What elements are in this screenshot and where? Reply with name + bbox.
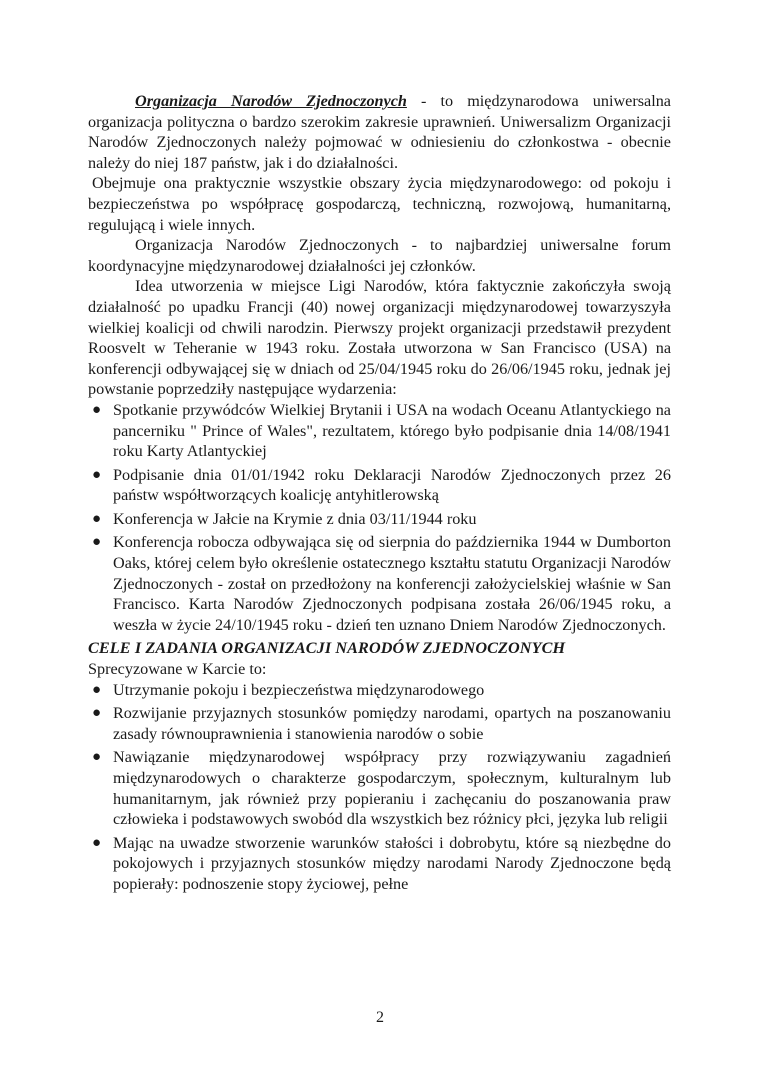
section-heading: CELE I ZADANIA ORGANIZACJI NARODÓW ZJEDNOCZONYCH: [88, 639, 566, 658]
document-page: [88, 91, 671, 898]
goals-list: [88, 680, 671, 895]
list-item: ● Podpisanie dnia 01/01/1942 roku Deklaracji Narodów Zjednoczonych przez 26 państw współtworzących koalicję antyhitlerowską: [92, 465, 671, 505]
bullet-icon: ●: [92, 749, 102, 766]
list-item: ● Spotkanie przywódców Wielkiej Brytanii i USA na wodach Oceanu Atlantyckiego na pancerniku " Prince of Wales", rezultatem, którego było podpisanie dnia 14/08/1941 roku Karty Atlantyckiej: [92, 400, 671, 461]
bullet-icon: ●: [92, 834, 102, 851]
forum-paragraph: Organizacja Narodów Zjednoczonych - to najbardziej uniwersalne forum koordynacyjne międzynarodowej działalności jej członków.: [88, 236, 671, 275]
intro-paragraph: [88, 91, 671, 173]
bullet-icon: ●: [92, 681, 102, 698]
list-item: ● Konferencja w Jałcie na Krymie z dnia 03/11/1944 roku: [92, 509, 477, 528]
page-number: 2: [376, 1009, 384, 1026]
list-item: ● Mając na uwadze stworzenie warunków stałości i dobrobytu, które są niezbędne do pokojowych i przyjaznych stosunków między narodami Narody Zjednoczone będą popierały: podnoszenie stopy życiowej, pełne: [92, 833, 671, 893]
scope-paragraph: Obejmuje ona praktycznie wszystkie obszary życia międzynarodowego: od pokoju i bezpieczeństwa po współpracę gospodarczą, techniczną, rozwojową, humanitarną, regulującą i wiele innych.: [88, 174, 671, 234]
bullet-icon: ●: [92, 510, 102, 527]
bullet-icon: ●: [92, 705, 102, 722]
section-lead: Sprecyzowane w Karcie to:: [88, 660, 267, 679]
defined-term: Organizacja Narodów Zjednoczonych: [135, 92, 407, 110]
list-item: ● Nawiązanie międzynarodowej współpracy przy rozwiązywaniu zagadnień międzynarodowych o charakterze gospodarczym, społecznym, kulturalnym lub humanitarnym, jak również przy popieraniu i zachęcaniu do poszanowania praw człowieka i podstawowych swobód dla wszystkich bez różnicy płci, języka lub religii: [92, 748, 671, 829]
list-item: ● Konferencja robocza odbywająca się od sierpnia do października 1944 w Dumborton Oaks, której celem było określenie ostatecznego kształtu statutu Organizacji Narodów Zjednoczonych - został on przedłożony na konferencji założycielskiej właśnie w San Francisco. Karta Narodów Zjednoczonych podpisana została 26/06/1945 roku, a weszła w życie 24/10/1945 roku - dzień ten uznano Dniem Narodów Zjednoczonych.: [92, 533, 671, 634]
list-item: ● Rozwijanie przyjaznych stosunków pomiędzy narodami, opartych na poszanowaniu zasady równouprawnienia i stanowienia narodów o sobie: [92, 704, 671, 743]
list-item: ● Utrzymanie pokoju i bezpieczeństwa międzynarodowego: [92, 680, 485, 699]
intro-definition: - to międzynarodowa uniwersalna organizacja polityczna o bardzo szerokim zakresie uprawnień. Uniwersalizm Organizacji Narodów Zjednoczonych należy pojmować w odniesieniu do członkostwa - obecnie należy do niej 187 państw, jak i do działalności.: [88, 92, 671, 172]
bullet-icon: ●: [92, 466, 102, 483]
history-paragraph: Idea utworzenia w miejsce Ligi Narodów, która faktycznie zakończyła swoją działalność po upadku Francji (40) nowej organizacji międzynarodowej towarzyszyła wielkiej koalicji od chwili narodzin. Pierwszy projekt organizacji przedstawił prezydent Roosvelt w Teheranie w 1943 roku. Została utworzona w San Francisco (USA) na konferencji odbywającej się w dniach od 25/04/1945 roku do 26/06/1945 roku, jednak jej powstanie poprzedziły następujące wydarzenia:: [88, 277, 671, 399]
events-list: [88, 400, 671, 636]
bullet-icon: ●: [92, 534, 102, 551]
bullet-icon: ●: [92, 401, 102, 418]
